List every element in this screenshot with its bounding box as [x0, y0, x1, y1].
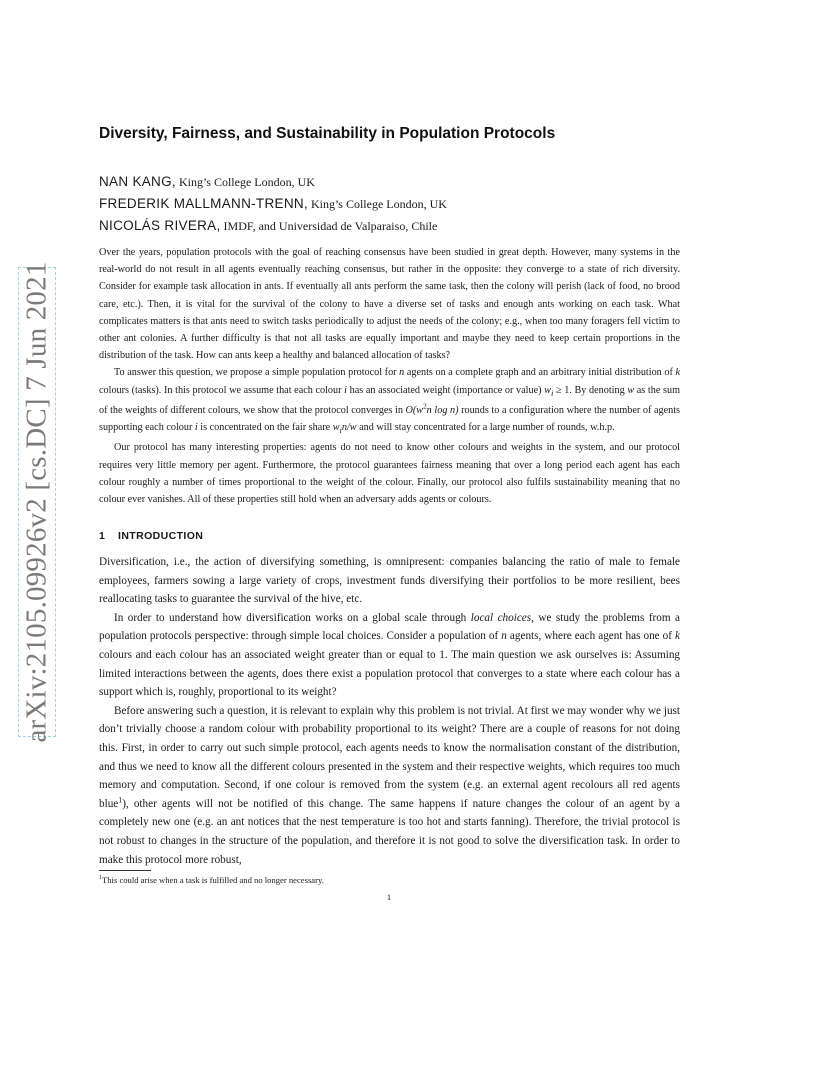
- page-number: 1: [386, 892, 392, 902]
- author-2: [99, 196, 447, 212]
- footnote: $^1$This could arise when a task is fulfilled and no longer necessary.: [99, 875, 324, 885]
- footnote-rule: [99, 870, 151, 871]
- footnote-marker: 1: [118, 794, 123, 804]
- abstract-paragraph-1: Over the years, population protocols with the goal of reaching consensus have been studied in great depth. However, many systems in the real-world do not result in all agents eventually reaching consensus, but rather in the opposite: they converge to a state of rich diversity. Consider for example task allocation in ants. If eventually all ants perform the same task, then the colony will perish (lack of food, no brood care, etc.). Then, it is vital for the survival of the colony to have a diverse set of tasks and enough ants working on each task. What complicates matters is that ants need to switch tasks periodically to adjust the needs of the colony; e.g., when too many foragers fell victim to other ant colonies. A further difficulty is that not all tasks are equally important and maybe they need to keep certain proportions in the distribution of the task. How can ants keep a healthy and balanced allocation of tasks?: [99, 247, 680, 362]
- author-name: NICOLÁS RIVERA,: [99, 218, 221, 233]
- author-affiliation: IMDF, and Universidad de Valparaiso, Chile: [223, 219, 438, 233]
- section-number: 1: [99, 530, 106, 542]
- arxiv-stamp: arXiv:2105.09926v2 [cs.DC] 7 Jun 2021: [20, 261, 53, 743]
- abstract-paragraph-2: To answer this question, we propose a simple population protocol for n agents on a complete graph and an arbitrary initial distribution of k colours (tasks). In this protocol we assume that each colour i has an associated weight (importance or value) $w_i \ge 1$. By denoting w as the sum of the weights of different colours, we show that the protocol converges in $O(w^2n$ log n) rounds to a configuration where the number of agents supporting each colour i is concentrated on the fair share $w_in/w$ and will stay concentrated for a large number of rounds, w.h.p.: [99, 367, 680, 436]
- author-name: NAN KANG,: [99, 174, 176, 189]
- author-3: [99, 218, 437, 234]
- introduction-body: [99, 553, 680, 869]
- body-paragraph-2: In order to understand how diversification works on a global scale through local choices, we study the problems from a population protocols perspective: through simple local choices. Consider a population of n agents, where each agent has one of k colours and each colour has an associated weight greater than or equal to 1. The main question we ask ourselves is: Assuming limited interactions between the agents, does there exist a population protocol that converges to a state where each colour has a support which is, roughly, proportional to its weight?: [99, 611, 681, 699]
- abstract-paragraph-3: Our protocol has many interesting properties: agents do not need to know other colours and weights in the system, and our protocol requires very little memory per agent. Furthermore, the protocol guarantees fairness meaning that over a long period each agent has each colour roughly a number of times proportional to the weight of the colour. Finally, our protocol also fulfils sustainability meaning that no colour ever vanishes. All of these properties still hold when an adversary adds agents or colours.: [99, 442, 680, 505]
- author-name: FREDERIK MALLMANN-TRENN,: [99, 196, 308, 211]
- author-affiliation: King’s College London, UK: [178, 175, 315, 189]
- body-paragraph-3: Before answering such a question, it is relevant to explain why this problem is not trivial. At first we may wonder why we just don’t trivially choose a random colour with probability proportional to its weight? There are a couple of reasons for not doing this. First, in order to carry out such simple protocol, each agents needs to know the normalisation constant of the distribution, and thus we need to know all the different colours presented in the system and their respective weights, which requires too much memory and computation. Second, if one colour is removed from the system (e.g. an external agent recolours all red agents blue$^1$), other agents will not be notified of this change. The same happens if nature changes the colour of an agent by a completely new one (e.g. an ant notices that the nest temperature is too hot and starts fanning). Therefore, the trivial protocol is not robust to changes in the structure of the population, and therefore it is not good to solve the diversification task. In order to make this protocol more robust,: [99, 704, 680, 866]
- section-title: INTRODUCTION: [118, 530, 204, 542]
- abstract: [99, 244, 680, 508]
- paper-title: Diversity, Fairness, and Sustainability in Population Protocols: [99, 125, 556, 142]
- body-paragraph-1: Diversification, i.e., the action of diversifying something, is omnipresent: companies balancing the ratio of male to female employees, farmers sowing a large variety of crops, investment funds diversifying their portfolios to be more resilient, bees reallocating tasks to guarantee the survival of the hive, etc.: [99, 556, 680, 606]
- author-affiliation: King’s College London, UK: [310, 197, 447, 211]
- author-1: [99, 174, 315, 190]
- section-heading: [99, 530, 203, 542]
